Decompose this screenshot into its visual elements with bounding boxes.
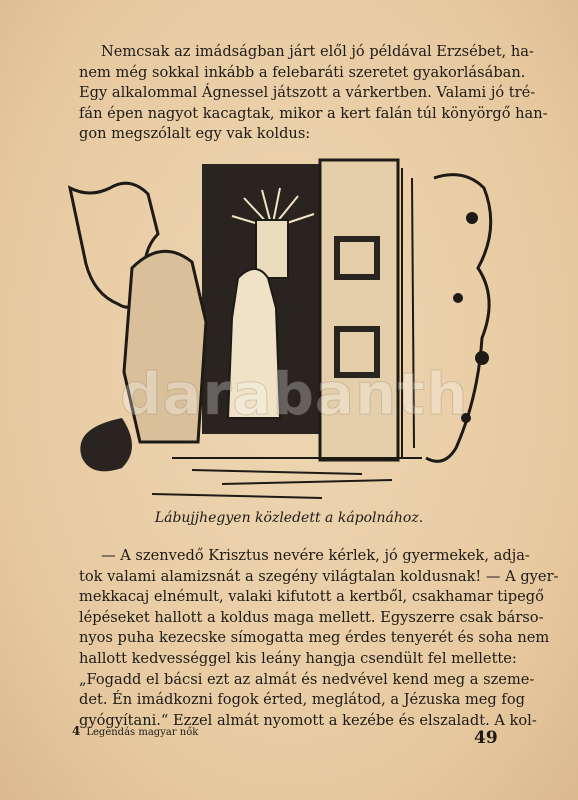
text-line: hallott kedvességgel kis leány hangja csendült fel mellette:: [79, 649, 517, 667]
text-line: lépéseket hallott a koldus maga mellett. Egyszerre csak bárso-: [79, 608, 544, 626]
illustration: [62, 158, 502, 506]
paragraph-2: [79, 546, 559, 731]
text-line: gon megszólalt egy vak koldus:: [79, 125, 311, 143]
text-line: „Fogadd el bácsi ezt az almát és nedvével kend meg a szeme-: [79, 670, 535, 688]
text-line: det. Én imádkozni fogok érted, meglátod, a Jézuska meg fog: [79, 691, 525, 709]
signature-number: 4: [72, 724, 81, 738]
signature-text: Legendás magyar nők: [86, 727, 199, 738]
text-line: Nemcsak az imádságban járt elől jó példával Erzsébet, ha-: [101, 43, 534, 60]
watermark: darabanth: [120, 360, 469, 428]
text-line: tok valami alamizsnát a szegény világtalan koldusnak! — A gyer-: [79, 567, 559, 585]
text-line: fán épen nagyot kacagtak, mikor a kert falán túl könyörgő han-: [79, 104, 548, 122]
paragraph-1: [79, 42, 548, 145]
illustration-caption: Lábujjhegyen közledett a kápolnához.: [154, 510, 424, 526]
text-line: nyos puha kezecske símogatta meg érdes tenyerét és soha nem: [79, 629, 550, 647]
printer-signature: [72, 724, 198, 738]
text-line: — A szenvedő Krisztus nevére kérlek, jó gyermekek, adja-: [101, 547, 530, 564]
text-line: Egy alkalommal Ágnessel játszott a várkertben. Valami jó tré-: [79, 84, 536, 102]
text-line: gyógyítani.“ Ezzel almát nyomott a kezébe és elszaladt. A kol-: [79, 711, 537, 729]
text-line: mekkacaj elnémult, valaki kifutott a kertből, csakhamar tipegő: [79, 588, 544, 606]
page-number: 49: [474, 728, 498, 748]
altar: [256, 220, 288, 278]
text-line: nem még sokkal inkább a felebaráti szeretet gyakorlásában.: [79, 63, 526, 81]
ground-hatching: [152, 458, 422, 498]
